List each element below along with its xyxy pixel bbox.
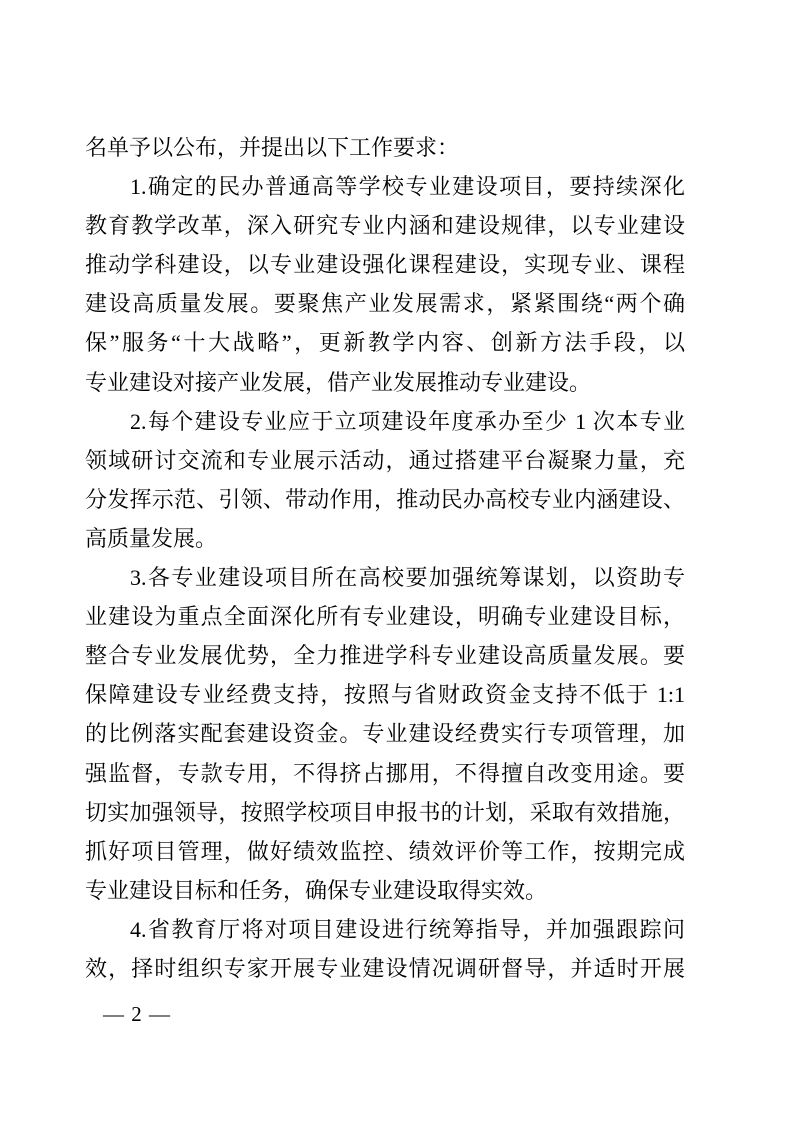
document-body	[85, 128, 685, 988]
text-line: 专业建设目标和任务，确保专业建设取得实效。	[85, 877, 548, 903]
text-line: 4.省教育厅将对项目建设进行统筹指导，并加强跟踪问	[130, 916, 685, 942]
page-number: — 2 —	[103, 1002, 171, 1026]
text-line: 2.每个建设专业应于立项建设年度承办至少 1 次本专业	[130, 408, 685, 434]
text-line: 推动学科建设，以专业建设强化课程建设，实现专业、课程	[85, 252, 685, 278]
text-line: 3.各专业建设项目所在高校要加强统筹谋划，以资助专	[130, 565, 685, 591]
text-line: 1.确定的民办普通高等学校专业建设项目，要持续深化	[130, 174, 685, 200]
text-line: 强监督，专款专用，不得挤占挪用，不得擅自改变用途。要	[85, 760, 685, 786]
text-line: 抓好项目管理，做好绩效监控、绩效评价等工作，按期完成	[85, 838, 685, 864]
text-line: 整合专业发展优势，全力推进学科专业建设高质量发展。要	[85, 643, 685, 669]
text-line: 专业建设对接产业发展，借产业发展推动专业建设。	[85, 369, 592, 395]
text-line: 教育教学改革，深入研究专业内涵和建设规律，以专业建设	[85, 213, 685, 239]
text-line: 业建设为重点全面深化所有专业建设，明确专业建设目标，	[85, 604, 685, 630]
text-line: 分发挥示范、引领、带动作用，推动民办高校专业内涵建设、	[85, 486, 685, 512]
text-line: 保障建设专业经费支持，按照与省财政资金支持不低于 1:1	[85, 682, 685, 708]
text-line: 效，择时组织专家开展专业建设情况调研督导，并适时开展	[85, 955, 685, 981]
text-line: 领域研讨交流和专业展示活动，通过搭建平台凝聚力量，充	[85, 447, 685, 473]
text-line: 高质量发展。	[85, 525, 218, 551]
text-line: 名单予以公布，并提出以下工作要求：	[85, 135, 460, 160]
text-line: 切实加强领导，按照学校项目申报书的计划，采取有效措施，	[85, 799, 685, 825]
text-line: 的比例落实配套建设资金。专业建设经费实行专项管理，加	[85, 721, 685, 747]
text-line: 保”服务“十大战略”，更新教学内容、创新方法手段，以	[85, 330, 685, 356]
text-line: 建设高质量发展。要聚焦产业发展需求，紧紧围绕“两个确	[85, 291, 685, 317]
